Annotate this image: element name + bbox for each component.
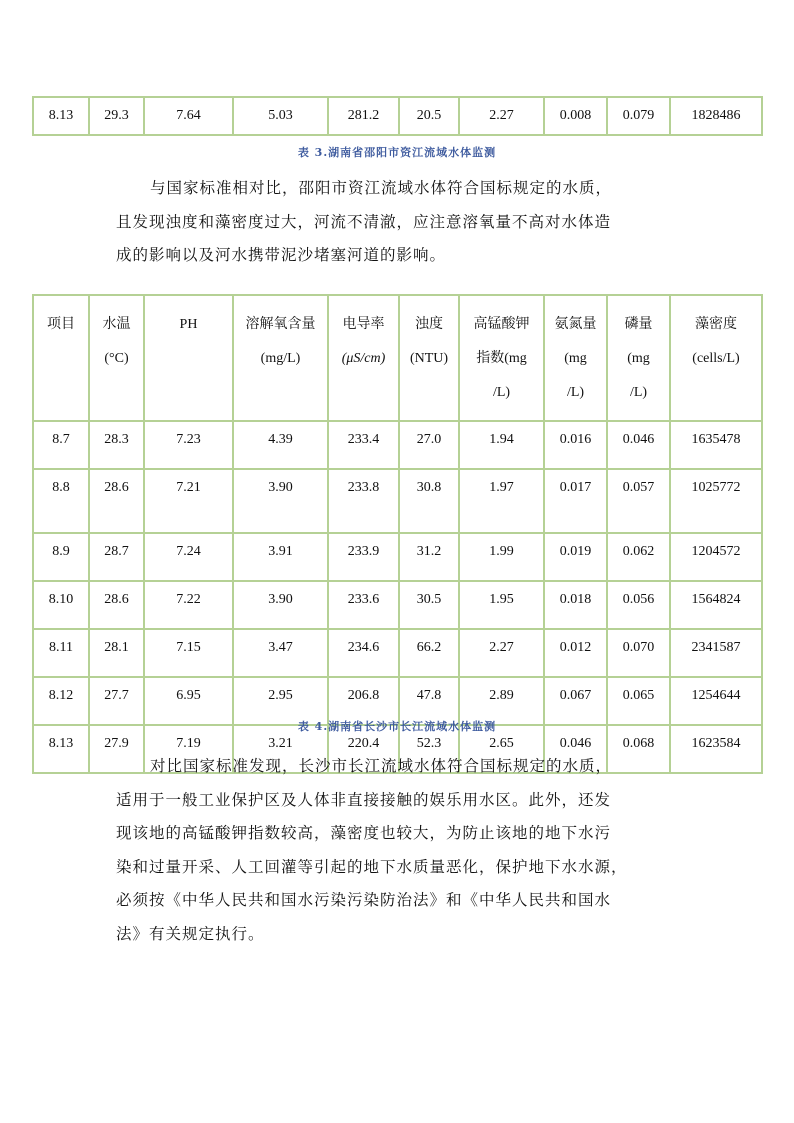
paragraph-line: 对比国家标准发现，长沙市长江流域水体符合国标规定的水质， xyxy=(150,757,613,775)
table-cell: 7.24 xyxy=(144,533,233,581)
table-cell: 5.03 xyxy=(233,97,328,135)
paragraph-line: 成的影响以及河水携带泥沙堵塞河道的影响。 xyxy=(116,246,447,264)
paragraph-line: 法》有关规定执行。 xyxy=(116,924,265,943)
table-cell: 0.017 xyxy=(544,469,607,533)
table-cell: 27.0 xyxy=(399,421,459,469)
table-cell: 4.39 xyxy=(233,421,328,469)
table-cell: 28.3 xyxy=(89,421,144,469)
table-cell: 6.95 xyxy=(144,677,233,725)
table-cell: 52.3 xyxy=(399,725,459,773)
table-cell: 3.47 xyxy=(233,629,328,677)
table-cell: 47.8 xyxy=(399,677,459,725)
header-cell-ph: PH xyxy=(144,295,233,421)
paragraph-line: 染和过量开采、人工回灌等引起的地下水质量恶化，保护地下水水源， xyxy=(116,857,628,876)
table-cell: 233.8 xyxy=(328,469,399,533)
table-cell: 31.2 xyxy=(399,533,459,581)
table-cell: 0.070 xyxy=(607,629,670,677)
table-cell: 0.067 xyxy=(544,677,607,725)
header-cell-conductivity: 电导率 (μS/cm) xyxy=(328,295,399,421)
table-cell: 0.008 xyxy=(544,97,607,135)
paragraph-1 xyxy=(116,172,676,273)
header-cell-dissolved-oxygen: 溶解氧含量 (mg/L) xyxy=(233,295,328,421)
table-cell: 8.13 xyxy=(33,725,89,773)
table-cell: 20.5 xyxy=(399,97,459,135)
paragraph-line: 适用于一般工业保护区及人体非直接接触的娱乐用水区。此外，还发 xyxy=(116,790,612,809)
table-4-caption: 表 4.湖南省长沙市长江流域水体监测 xyxy=(297,720,497,733)
table-cell: 7.23 xyxy=(144,421,233,469)
table-cell: 66.2 xyxy=(399,629,459,677)
table-header-row xyxy=(33,295,762,421)
header-cell-phosphorus: 磷量 (mg /L) xyxy=(607,295,670,421)
table-cell: 233.6 xyxy=(328,581,399,629)
table-row xyxy=(33,469,762,533)
table-cell: 7.19 xyxy=(144,725,233,773)
table-cell: 1254644 xyxy=(670,677,762,725)
header-cell-item: 项目 xyxy=(33,295,89,421)
table-row xyxy=(33,421,762,469)
table-4 xyxy=(32,294,763,774)
table-cell: 0.079 xyxy=(607,97,670,135)
table-cell: 0.018 xyxy=(544,581,607,629)
table-cell: 1204572 xyxy=(670,533,762,581)
table-cell: 2.27 xyxy=(459,97,544,135)
table-cell: 1635478 xyxy=(670,421,762,469)
table-cell: 8.9 xyxy=(33,533,89,581)
table-cell: 8.8 xyxy=(33,469,89,533)
table-cell: 7.21 xyxy=(144,469,233,533)
table-cell: 8.10 xyxy=(33,581,89,629)
table-cell: 0.062 xyxy=(607,533,670,581)
table-cell: 28.7 xyxy=(89,533,144,581)
table-cell: 8.11 xyxy=(33,629,89,677)
table-cell: 2.27 xyxy=(459,629,544,677)
table-row xyxy=(33,97,762,135)
table-cell: 1.97 xyxy=(459,469,544,533)
table-row xyxy=(33,629,762,677)
table-cell: 0.046 xyxy=(607,421,670,469)
header-cell-ammonia-nitrogen: 氨氮量 (mg /L) xyxy=(544,295,607,421)
table-cell: 7.15 xyxy=(144,629,233,677)
table-cell: 1564824 xyxy=(670,581,762,629)
table-cell: 0.016 xyxy=(544,421,607,469)
header-cell-turbidity: 浊度 (NTU) xyxy=(399,295,459,421)
table-cell: 233.9 xyxy=(328,533,399,581)
table-cell: 281.2 xyxy=(328,97,399,135)
table-cell: 3.21 xyxy=(233,725,328,773)
table-cell: 2.65 xyxy=(459,725,544,773)
header-cell-permanganate-index: 高锰酸钾 指数(mg /L) xyxy=(459,295,544,421)
table-cell: 3.90 xyxy=(233,581,328,629)
table-cell: 0.068 xyxy=(607,725,670,773)
table-cell: 1025772 xyxy=(670,469,762,533)
table-cell: 2.95 xyxy=(233,677,328,725)
table-cell: 1.94 xyxy=(459,421,544,469)
table-3-last-row xyxy=(32,96,763,136)
table-cell: 220.4 xyxy=(328,725,399,773)
table-cell: 27.9 xyxy=(89,725,144,773)
table-3-caption: 表 3.湖南省邵阳市资江流域水体监测 xyxy=(297,146,497,159)
table-cell: 1623584 xyxy=(670,725,762,773)
table-cell: 2341587 xyxy=(670,629,762,677)
paragraph-line: 与国家标准相对比，邵阳市资江流域水体符合国标规定的水质， xyxy=(150,179,613,197)
table-cell: 8.7 xyxy=(33,421,89,469)
table-cell: 0.056 xyxy=(607,581,670,629)
table-cell: 0.057 xyxy=(607,469,670,533)
table-cell: 30.5 xyxy=(399,581,459,629)
table-cell: 0.012 xyxy=(544,629,607,677)
table-cell: 0.019 xyxy=(544,533,607,581)
paragraph-2 xyxy=(116,750,676,951)
table-cell: 233.4 xyxy=(328,421,399,469)
table-cell: 2.89 xyxy=(459,677,544,725)
table-cell: 0.065 xyxy=(607,677,670,725)
table-cell: 8.12 xyxy=(33,677,89,725)
table-cell: 8.13 xyxy=(33,97,89,135)
table-cell: 27.7 xyxy=(89,677,144,725)
header-cell-algae-density: 藻密度 (cells/L) xyxy=(670,295,762,421)
table-cell: 7.22 xyxy=(144,581,233,629)
header-cell-water-temp: 水温 (°C) xyxy=(89,295,144,421)
table-cell: 29.3 xyxy=(89,97,144,135)
table-cell: 28.1 xyxy=(89,629,144,677)
paragraph-line: 必须按《中华人民共和国水污染污染防治法》和《中华人民共和国水 xyxy=(116,891,612,909)
table-cell: 7.64 xyxy=(144,97,233,135)
table-cell: 3.90 xyxy=(233,469,328,533)
table-cell: 234.6 xyxy=(328,629,399,677)
paragraph-line: 现该地的高锰酸钾指数较高，藻密度也较大，为防止该地的地下水污 xyxy=(116,824,612,842)
table-cell: 1.95 xyxy=(459,581,544,629)
table-row xyxy=(33,533,762,581)
table-row xyxy=(33,581,762,629)
table-cell: 3.91 xyxy=(233,533,328,581)
paragraph-line: 且发现浊度和藻密度过大，河流不清澈，应注意溶氧量不高对水体造 xyxy=(116,212,612,231)
table-cell: 28.6 xyxy=(89,581,144,629)
table-cell: 28.6 xyxy=(89,469,144,533)
table-cell: 0.046 xyxy=(544,725,607,773)
table-cell: 30.8 xyxy=(399,469,459,533)
table-cell: 1.99 xyxy=(459,533,544,581)
table-cell: 206.8 xyxy=(328,677,399,725)
table-cell: 1828486 xyxy=(670,97,762,135)
